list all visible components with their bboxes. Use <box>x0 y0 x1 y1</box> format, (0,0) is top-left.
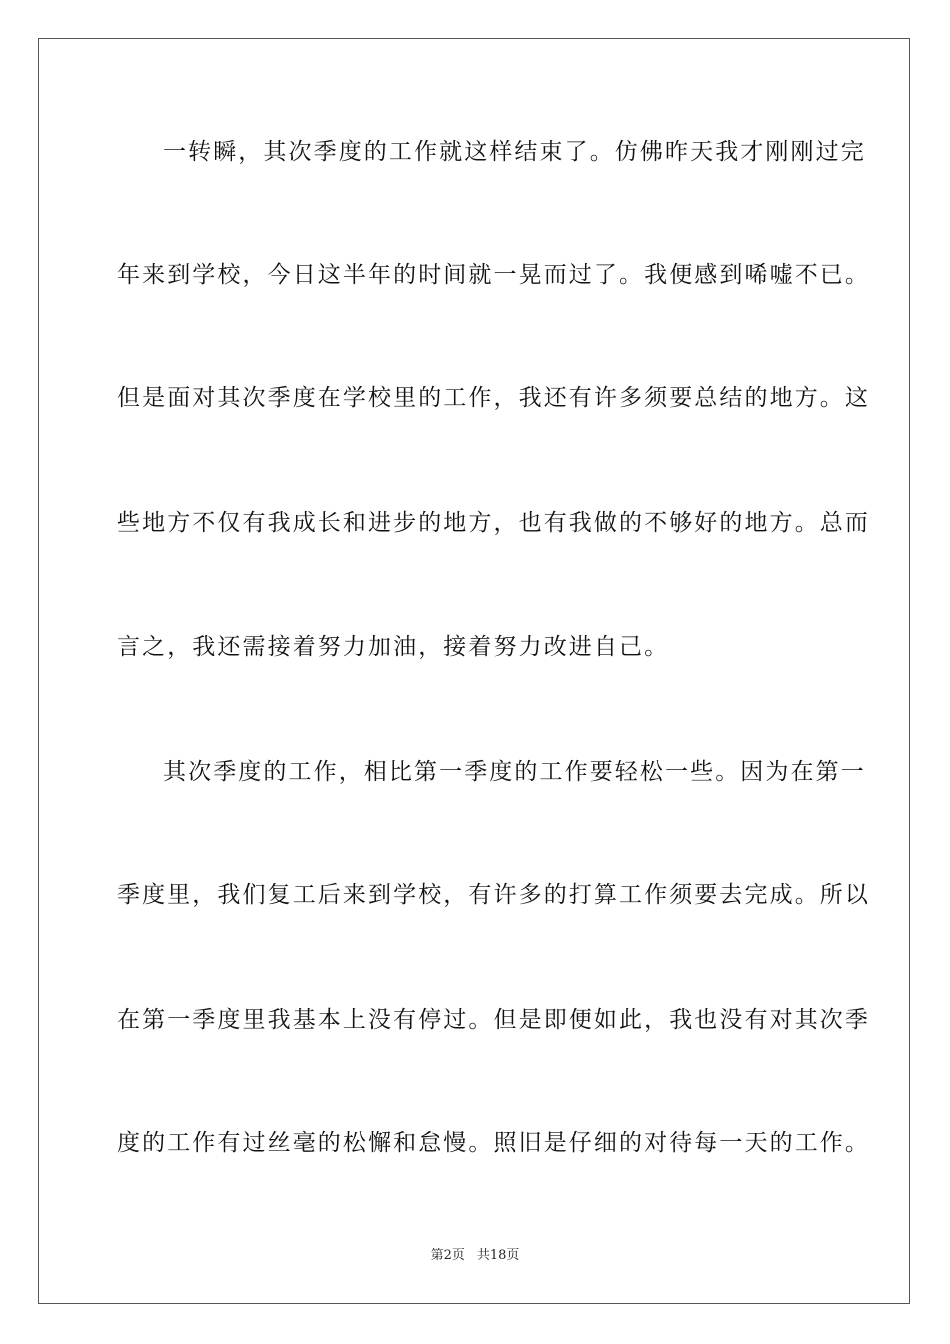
page-footer <box>0 1247 950 1265</box>
page-number: 第2页 <box>430 1248 465 1263</box>
paragraph-line: 些地方不仅有我成长和进步的地方，也有我做的不够好的地方。总而 <box>117 510 870 536</box>
paragraph-line: 言之，我还需接着努力加油，接着努力改进自己。 <box>117 634 670 660</box>
paragraph-line: 年来到学校，今日这半年的时间就一晃而过了。我便感到唏嘘不已。 <box>117 262 870 288</box>
paragraph-line: 但是面对其次季度在学校里的工作，我还有许多须要总结的地方。这 <box>117 385 870 411</box>
paragraph-line: 季度里，我们复工后来到学校，有许多的打算工作须要去完成。所以 <box>117 882 870 908</box>
paragraph-line: 在第一季度里我基本上没有停过。但是即便如此，我也没有对其次季 <box>117 1007 870 1033</box>
paragraph-line: 其次季度的工作，相比第一季度的工作要轻松一些。因为在第一 <box>163 759 866 785</box>
page-total: 共18页 <box>476 1248 520 1263</box>
page-border <box>38 38 910 1304</box>
paragraph-line: 度的工作有过丝毫的松懈和怠慢。照旧是仔细的对待每一天的工作。 <box>117 1130 870 1156</box>
paragraph-line: 一转瞬，其次季度的工作就这样结束了。仿佛昨天我才刚刚过完 <box>163 139 866 165</box>
